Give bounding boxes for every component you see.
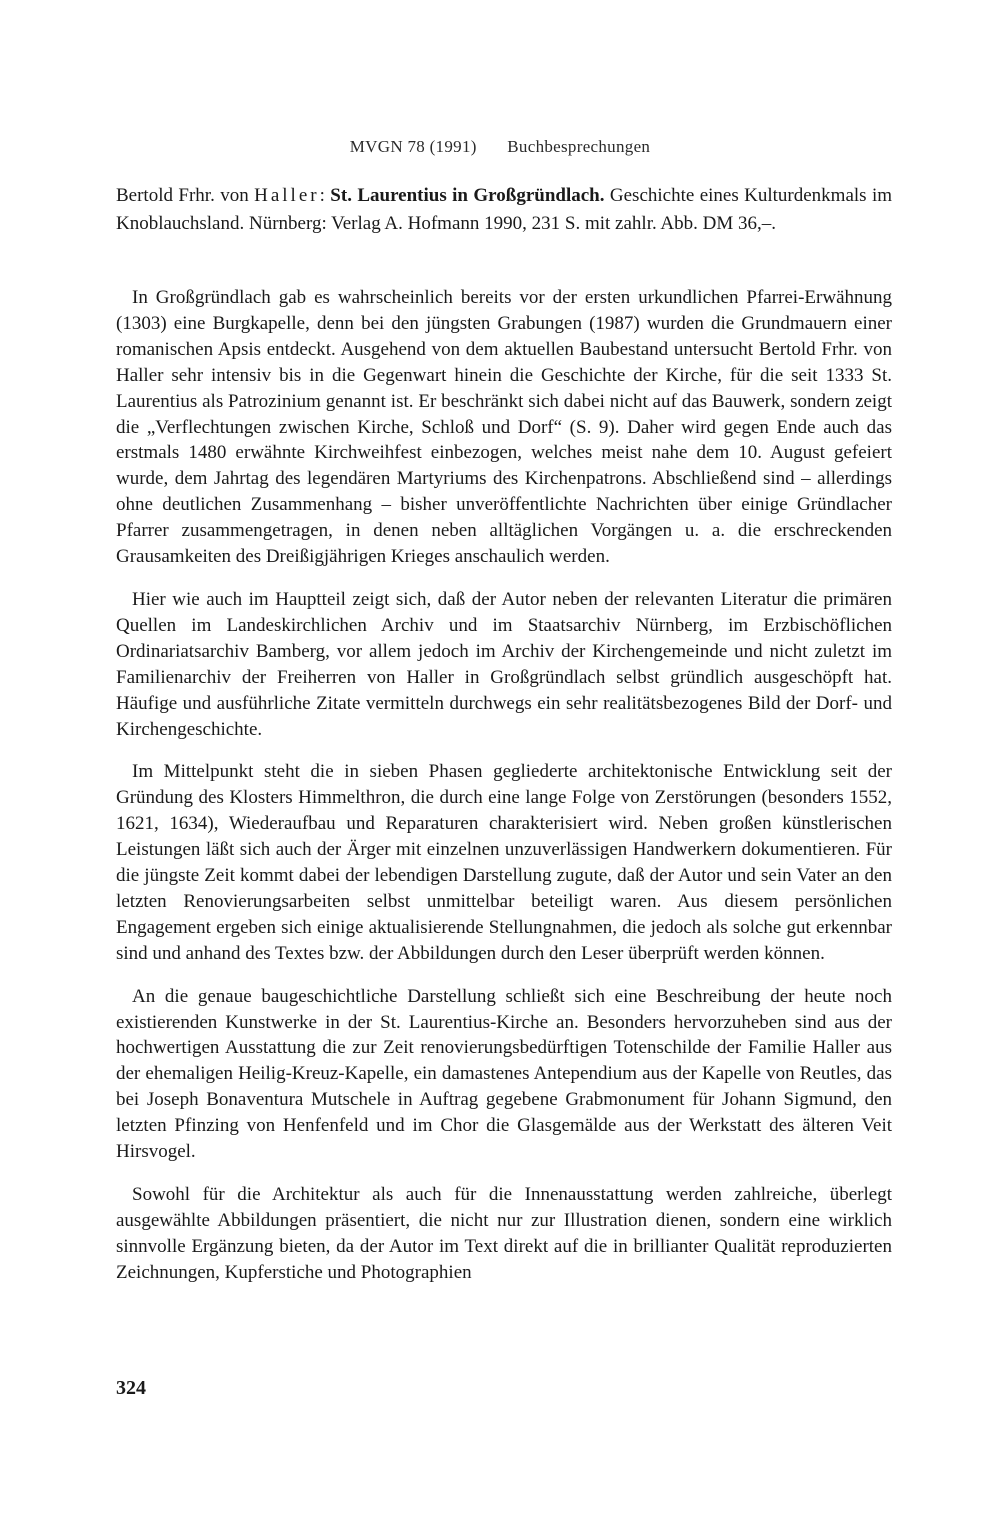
review-author-prefix: Bertold Frhr. von (116, 185, 249, 206)
running-head-section: Buchbesprechungen (507, 137, 651, 156)
running-head-journal: MVGN 78 (1991) (349, 137, 477, 156)
body-paragraph: An die genaue baugeschichtliche Darstellung schließt sich eine Beschreibung der heute noch existierenden Kunstwerke in der St. Laurentius-Kirche an. Besonders hervorzuheben sind aus der hochwertigen Ausstattung die zur Zeit renovierungsbedürftigen Totenschilde der Familie Haller aus der ehemaligen Heilig-Kreuz-Kapelle, ein damastenes Antependium aus der Kapelle von Reutles, das bei Joseph Bonaventura Mutschele in Auftrag gegebene Grabmonument für Johann Sigmund, den letzten Pfinzing von Henfenfeld und im Chor die Glasgemälde aus der Werkstatt des älteren Veit Hirsvogel. (116, 985, 892, 1163)
review-bibliographic-entry (116, 182, 892, 237)
review-book-details: Geschichte eines Kulturdenkmals im Knoblauchsland. Nürnberg: Verlag A. Hofmann 1990, 231 S. mit zahlr. Abb. DM 36,–. (116, 185, 893, 234)
running-head (0, 137, 1000, 157)
review-author-colon: : (319, 185, 325, 206)
review-author-surname: Haller (254, 185, 320, 206)
body-paragraph: Hier wie auch im Hauptteil zeigt sich, daß der Autor neben der relevanten Literatur die primären Quellen im Landeskirchlichen Archiv und im Staatsarchiv Nürnberg, im Erzbischöflichen Ordinariatsarchiv Bamberg, vor allem jedoch im Archiv der Kirchengemeinde und nicht zuletzt im Familienarchiv der Freiherren von Haller in Großgründlach selbst gründlich ausgeschöpft hat. Häufige und ausführliche Zitate vermitteln durchwegs ein sehr realitätsbezogenes Bild der Dorf- und Kirchengeschichte. (116, 588, 892, 740)
body-paragraph: Im Mittelpunkt steht die in sieben Phasen gegliederte architektonische Entwicklung seit der Gründung des Klosters Himmelthron, die durch eine lange Folge von Zerstörungen (besonders 1552, 1621, 1634), Wiederaufbau und Reparaturen charakterisiert wird. Neben großen künstlerischen Leistungen läßt sich auch der Ärger mit einzelnen unzuverlässigen Handwerkern dokumentieren. Für die jüngste Zeit kommt dabei der lebendigen Darstellung zugute, daß der Autor und sein Vater an den letzten Renovierungsarbeiten selbst unmittelbar beteiligt waren. Aus diesem persönlichen Engagement ergeben sich einige aktualisierende Stellungnahmen, die jedoch als solche gut erkennbar sind und anhand des Textes bzw. der Abbildungen durch den Leser überprüft werden können. (116, 761, 892, 964)
body-paragraph: Sowohl für die Architektur als auch für die Innenausstattung werden zahlreiche, überlegt ausgewählte Abbildungen präsentiert, die nicht nur zur Illustration dienen, sondern eine wirklich sinnvolle Ergänzung bieten, da der Autor im Text direkt auf die in brillianter Qualität reproduzierten Zeichnungen, Kupferstiche und Photographien (116, 1184, 892, 1283)
page-number: 324 (116, 1377, 146, 1399)
body-paragraph: In Großgründlach gab es wahrscheinlich bereits vor der ersten urkundlichen Pfarrei-Erwähnung (1303) eine Burgkapelle, denn bei den jüngsten Grabungen (1987) wurden die Grundmauern einer romanischen Apsis entdeckt. Ausgehend von dem aktuellen Baubestand untersucht Bertold Frhr. von Haller sehr intensiv bis in die Gegenwart hinein die Geschichte der Kirche, für die seit 1333 St. Laurentius als Patrozinium genannt ist. Er beschränkt sich dabei nicht auf das Bauwerk, sondern zeigt die „Verflechtungen zwischen Kirche, Schloß und Dorf“ (S. 9). Daher wird gegen Ende auch das erstmals 1480 erwähnte Kirchweihfest einbezogen, welches meist nahe dem 10. August gefeiert wurde, dem Jahrtag des legendären Martyriums des Kirchenpatrons. Abschließend sind – allerdings ohne deutlichen Zusammenhang – bisher unveröffentlichte Nachrichten über einige Gründlacher Pfarrer zusammengetragen, in denen neben alltäglichen Vorgängen u. a. die erschreckenden Grausamkeiten des Dreißigjährigen Krieges anschaulich werden. (116, 287, 892, 568)
review-body (116, 285, 892, 1303)
review-book-title: St. Laurentius in Großgründlach. (330, 185, 605, 206)
